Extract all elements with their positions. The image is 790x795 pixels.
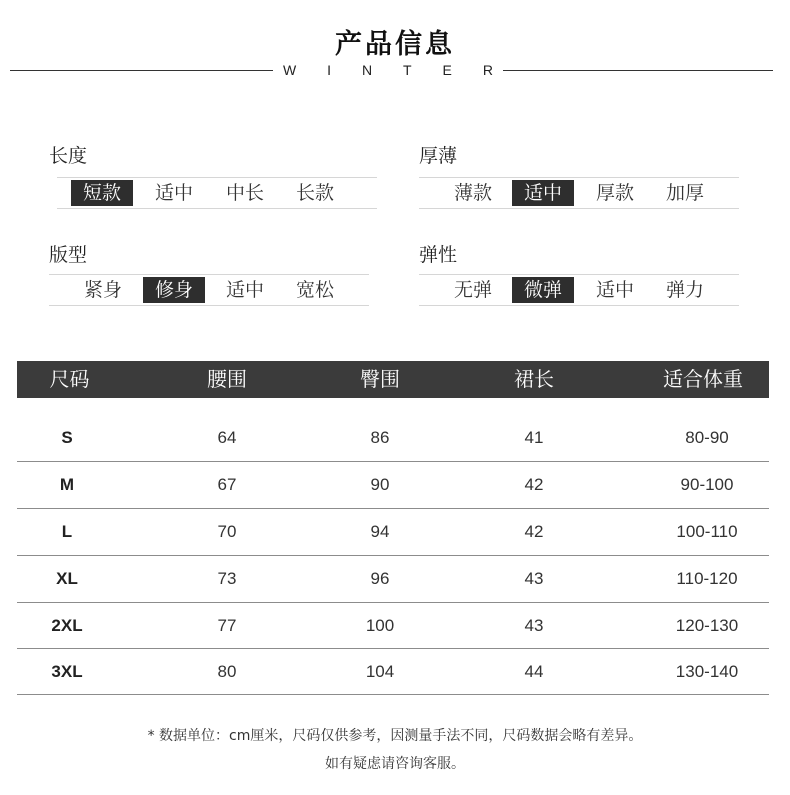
cell-skirt-length: 43 xyxy=(524,616,544,635)
cell-waist: 67 xyxy=(217,475,237,494)
page-title: 产品信息 xyxy=(335,29,455,60)
table-row xyxy=(17,462,769,508)
cell-weight: 110-120 xyxy=(676,569,738,588)
option-thickness-thick: 厚款 xyxy=(595,182,634,204)
cell-size: S xyxy=(61,428,73,447)
attr-line xyxy=(419,305,739,306)
divider-left xyxy=(10,70,273,71)
cell-size: XL xyxy=(56,569,78,588)
cell-waist: 64 xyxy=(217,428,237,447)
header-hip: 臀围 xyxy=(360,367,400,391)
divider-right xyxy=(503,70,773,71)
option-elasticity-stretch: 弹力 xyxy=(665,279,704,301)
option-fit-tight: 紧身 xyxy=(83,279,122,301)
attr-line xyxy=(57,177,377,178)
note-line-1: * 数据单位：cm厘米，尺码仅供参考，因测量手法不同，尺码数据会略有差异。 xyxy=(147,728,643,744)
cell-skirt-length: 44 xyxy=(524,662,544,681)
attr-line xyxy=(419,208,739,209)
cell-hip: 94 xyxy=(370,522,390,541)
cell-size: L xyxy=(61,522,73,541)
attr-label-elasticity: 弹性 xyxy=(419,244,458,266)
cell-waist: 73 xyxy=(217,569,237,588)
option-thickness-extra-thick: 加厚 xyxy=(665,182,704,204)
option-fit-loose: 宽松 xyxy=(295,279,334,301)
option-fit-slim: 修身 xyxy=(143,277,205,303)
cell-weight: 90-100 xyxy=(680,475,734,494)
table-row xyxy=(17,603,769,649)
option-length-long: 长款 xyxy=(295,182,334,204)
option-length-midi: 中长 xyxy=(225,182,264,204)
header-skirt-length: 裙长 xyxy=(514,367,554,391)
size-table-header xyxy=(17,361,769,398)
cell-size: M xyxy=(59,475,75,494)
subtitle-letter: N xyxy=(361,62,373,78)
note-line-2: 如有疑虑请咨询客服。 xyxy=(325,756,465,772)
table-row xyxy=(17,556,769,602)
cell-size: 3XL xyxy=(51,662,83,681)
cell-hip: 96 xyxy=(370,569,390,588)
cell-skirt-length: 42 xyxy=(524,475,544,494)
subtitle-letter: E xyxy=(442,62,452,78)
attr-line xyxy=(419,274,739,275)
header-waist: 腰围 xyxy=(207,367,247,391)
cell-waist: 80 xyxy=(217,662,237,681)
attr-label-length: 长度 xyxy=(49,145,88,167)
attr-line xyxy=(49,305,369,306)
subtitle xyxy=(283,62,493,78)
cell-weight: 100-110 xyxy=(676,522,738,541)
cell-size: 2XL xyxy=(51,616,83,635)
option-thickness-medium: 适中 xyxy=(512,180,574,206)
cell-skirt-length: 41 xyxy=(524,428,544,447)
table-row xyxy=(17,649,769,695)
attr-label-fit: 版型 xyxy=(49,244,88,266)
cell-hip: 104 xyxy=(365,662,395,681)
cell-hip: 86 xyxy=(370,428,390,447)
cell-hip: 90 xyxy=(370,475,390,494)
attr-line xyxy=(57,208,377,209)
table-row xyxy=(17,509,769,555)
attr-label-thickness: 厚薄 xyxy=(419,145,458,167)
subtitle-letter: I xyxy=(327,62,332,78)
cell-waist: 70 xyxy=(217,522,237,541)
option-elasticity-none: 无弹 xyxy=(453,279,492,301)
subtitle-letter: W xyxy=(283,62,297,78)
header-size: 尺码 xyxy=(49,367,90,391)
subtitle-letter: R xyxy=(482,62,493,78)
cell-weight: 120-130 xyxy=(675,616,739,635)
attr-line xyxy=(419,177,739,178)
cell-hip: 100 xyxy=(365,616,395,635)
attr-line xyxy=(49,274,369,275)
cell-weight: 80-90 xyxy=(685,428,729,447)
option-elasticity-slight: 微弹 xyxy=(512,277,574,303)
subtitle-letter: T xyxy=(403,62,412,78)
option-thickness-thin: 薄款 xyxy=(453,182,492,204)
option-elasticity-medium: 适中 xyxy=(595,279,634,301)
table-row xyxy=(17,415,769,461)
option-length-medium: 适中 xyxy=(154,182,193,204)
cell-waist: 77 xyxy=(217,616,237,635)
option-fit-regular: 适中 xyxy=(225,279,264,301)
cell-skirt-length: 42 xyxy=(524,522,544,541)
row-divider xyxy=(17,694,769,695)
cell-weight: 130-140 xyxy=(675,662,739,681)
cell-skirt-length: 43 xyxy=(524,569,544,588)
option-length-short: 短款 xyxy=(71,180,133,206)
header-weight: 适合体重 xyxy=(663,367,743,391)
